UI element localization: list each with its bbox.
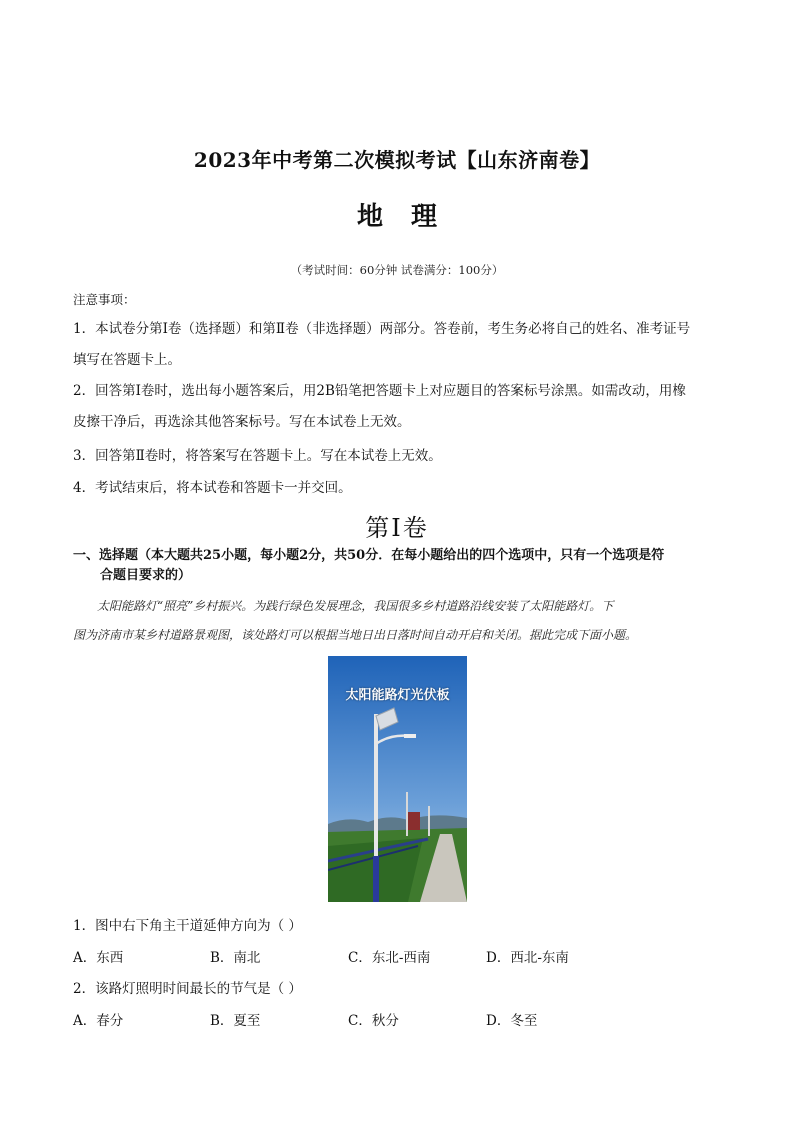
notice-line: 3．回答第Ⅱ卷时，将答案写在答题卡上。写在本试卷上无效。 bbox=[73, 448, 442, 464]
question-stem: 1．图中右下角主干道延伸方向为（ ） bbox=[73, 918, 302, 934]
question-option: D．冬至 bbox=[486, 1013, 538, 1029]
question-option: A．东西 bbox=[73, 950, 124, 966]
question-stem: 2．该路灯照明时间最长的节气是（ ） bbox=[73, 981, 302, 997]
part-title bbox=[73, 546, 725, 586]
notice-line: 填写在答题卡上。 bbox=[73, 352, 181, 368]
exam-title: 2023年中考第二次模拟考试【山东济南卷】 bbox=[193, 148, 601, 172]
part-title-line: 合题目要求的） bbox=[100, 568, 192, 583]
question-option: B．夏至 bbox=[210, 1013, 261, 1029]
passage-line: 图为济南市某乡村道路景观图，该处路灯可以根据当地日出日落时间自动开启和关闭。据此完成下面小题。 bbox=[73, 628, 638, 642]
notice-line: 皮擦干净后，再选涂其他答案标号。写在本试卷上无效。 bbox=[73, 414, 411, 430]
notice-title: 注意事项： bbox=[73, 292, 136, 307]
notice-line: 4．考试结束后，将本试卷和答题卡一并交回。 bbox=[73, 480, 352, 496]
part-title-line: 一、选择题（本大题共25小题，每小题2分，共50分．在每小题给出的四个选项中，只有一个选项是符 bbox=[73, 548, 665, 563]
question-option: D．西北-东南 bbox=[486, 950, 569, 966]
passage bbox=[73, 592, 725, 650]
section-heading: 第Ⅰ卷 bbox=[365, 514, 429, 542]
notice-line: 2．回答第Ⅰ卷时，选出每小题答案后，用2B铅笔把答题卡上对应题目的答案标号涂黑。如需改动，用橡 bbox=[73, 383, 686, 399]
photo-label: 太阳能路灯光伏板 bbox=[345, 687, 450, 702]
subject-title: 地理 bbox=[356, 202, 465, 232]
passage-line: 太阳能路灯“照亮”乡村振兴。为践行绿色发展理念，我国很多乡村道路沿线安装了太阳能路灯。下 bbox=[97, 599, 614, 613]
notice-line: 1．本试卷分第Ⅰ卷（选择题）和第Ⅱ卷（非选择题）两部分。答卷前，考生务必将自己的姓名、准考证号 bbox=[73, 321, 691, 337]
question-option: C．秋分 bbox=[348, 1013, 399, 1029]
exam-info: （考试时间：60分钟 试卷满分：100分） bbox=[290, 263, 504, 277]
solar-streetlight-photo bbox=[328, 656, 467, 902]
question-option: A．春分 bbox=[73, 1013, 124, 1029]
question-option: C．东北-西南 bbox=[348, 950, 431, 966]
question-option: B．南北 bbox=[210, 950, 261, 966]
